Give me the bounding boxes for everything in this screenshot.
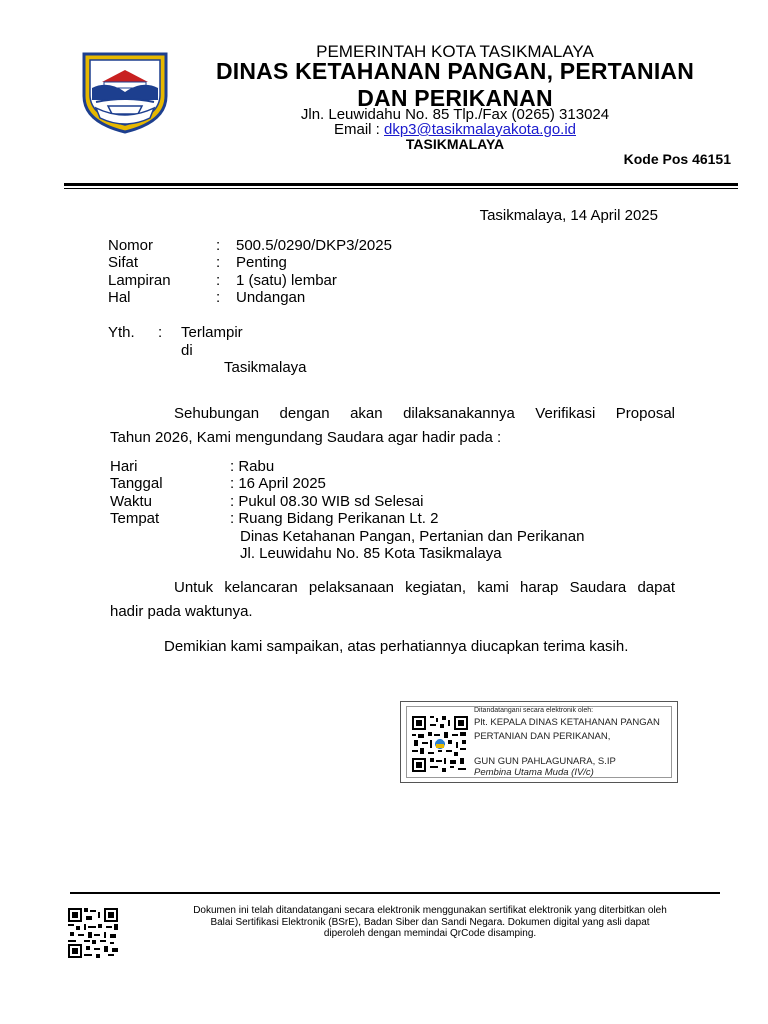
header-divider-thick	[64, 183, 738, 186]
event-value-hari: : Rabu	[230, 458, 275, 475]
event-value-waktu: : Pukul 08.30 WIB sd Selesai	[230, 493, 424, 510]
recipient-name: Terlampir	[181, 324, 243, 341]
event-label-tempat: Tempat	[110, 510, 160, 527]
event-value-tanggal: : 16 April 2025	[230, 475, 326, 492]
header-divider-thin	[64, 188, 738, 189]
city-emblem-logo	[78, 48, 172, 134]
signature-note: Ditandatangani secara elektronik oleh:	[474, 707, 594, 714]
place-date: Tasikmalaya, 14 April 2025	[479, 207, 658, 224]
agency-city: TASIKMALAYA	[405, 136, 505, 152]
closing-thanks: Demikian kami sampaikan, atas perhatiannya diucapkan terima kasih.	[164, 638, 629, 655]
footer-line2: Balai Sertifikasi Elektronik (BSrE), Badan Siber dan Sandi Negara. Dokumen digital yang asli dapat	[210, 916, 650, 928]
meta-colon: :	[216, 254, 221, 271]
footer-line3: diperoleh dengan memindai QrCode disamping.	[323, 928, 537, 939]
event-label-waktu: Waktu	[110, 493, 152, 510]
intro-paragraph-line1: Sehubungan dengan akan dilaksanakannya Verifikasi Proposal	[174, 405, 675, 422]
recipient-label: Yth.	[108, 324, 135, 341]
meta-label-nomor: Nomor	[108, 237, 154, 254]
email-label: Email :	[333, 121, 384, 138]
meta-colon: :	[216, 272, 221, 289]
signer-title-line1: Plt. KEPALA DINAS KETAHANAN PANGAN	[474, 717, 660, 728]
recipient-colon: :	[158, 324, 163, 341]
closing-paragraph-line2: hadir pada waktunya.	[110, 603, 253, 620]
meta-value-lampiran: 1 (satu) lembar	[236, 272, 337, 289]
recipient-di: di	[181, 342, 193, 359]
agency-address: Jln. Leuwidahu No. 85 Tlp./Fax (0265) 313024	[300, 106, 610, 123]
intro-paragraph-line2: Tahun 2026, Kami mengundang Saudara agar hadir pada :	[110, 429, 502, 446]
footer-line1: Dokumen ini telah ditandatangani secara elektronik menggunakan sertifikat elektronik yang diterbitkan oleh	[193, 905, 667, 916]
event-venue-line2: Dinas Ketahanan Pangan, Pertanian dan Perikanan	[240, 528, 585, 545]
email-link[interactable]: dkp3@tasikmalayakota.go.id	[384, 121, 576, 138]
postal-code: Kode Pos 46151	[623, 151, 731, 167]
meta-label-hal: Hal	[108, 289, 131, 306]
event-label-tanggal: Tanggal	[110, 475, 163, 492]
meta-label-sifat: Sifat	[108, 254, 139, 271]
signer-rank: Pembina Utama Muda (IV/c)	[474, 767, 594, 778]
signer-title-line2: PERTANIAN DAN PERIKANAN,	[474, 731, 611, 742]
meta-value-nomor: 500.5/0290/DKP3/2025	[236, 237, 392, 254]
government-name: PEMERINTAH KOTA TASIKMALAYA	[316, 42, 594, 61]
meta-value-sifat: Penting	[236, 254, 287, 271]
agency-name-line1: DINAS KETAHANAN PANGAN, PERTANIAN	[215, 58, 695, 84]
meta-value-hal: Undangan	[236, 289, 306, 306]
agency-name	[185, 58, 725, 112]
meta-colon: :	[216, 289, 221, 306]
event-venue-line3: Jl. Leuwidahu No. 85 Kota Tasikmalaya	[240, 545, 502, 562]
agency-name-line2: DAN PERIKANAN	[357, 85, 553, 111]
meta-colon: :	[216, 237, 221, 254]
footer-disclaimer	[150, 905, 710, 940]
event-label-hari: Hari	[110, 458, 138, 475]
recipient-city: Tasikmalaya	[224, 359, 307, 376]
meta-label-lampiran: Lampiran	[108, 272, 171, 289]
closing-paragraph-line1: Untuk kelancaran pelaksanaan kegiatan, kami harap Saudara dapat	[174, 579, 675, 596]
signature-qr-code-icon	[412, 716, 468, 772]
footer-qr-code-icon	[68, 908, 118, 958]
event-value-tempat: : Ruang Bidang Perikanan Lt. 2	[230, 510, 439, 527]
signer-name: GUN GUN PAHLAGUNARA, S.IP	[474, 756, 616, 767]
footer-divider	[70, 892, 720, 894]
